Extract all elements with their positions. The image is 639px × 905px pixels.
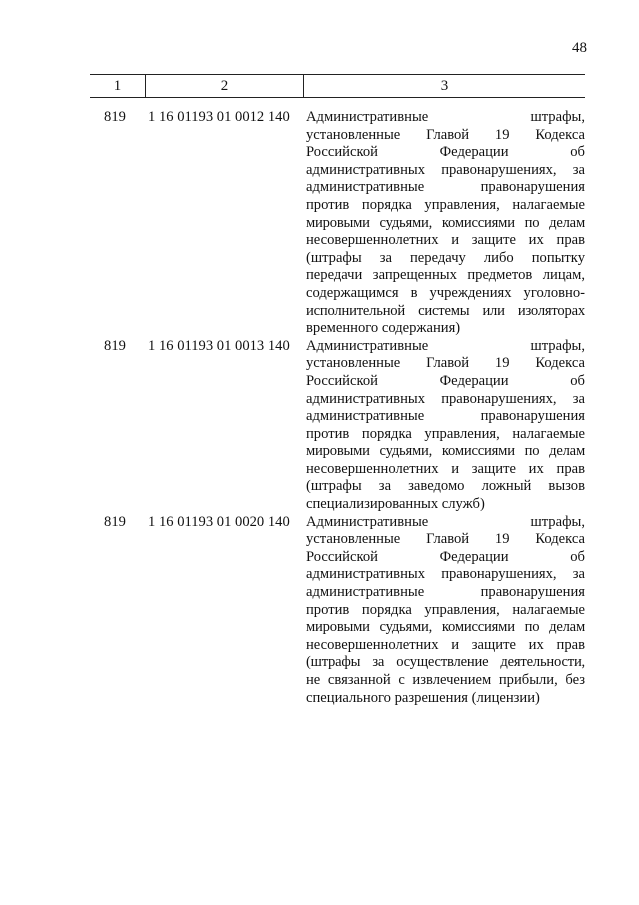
description-line: установленные Главой 19 Кодекса <box>306 531 585 548</box>
description-cell <box>304 109 585 338</box>
budget-code-table <box>90 74 585 707</box>
description-line: временного содержания) <box>306 320 461 337</box>
page-number: 48 <box>572 40 587 56</box>
description-line: Административные штрафы, <box>306 337 585 354</box>
description-line: Административные штрафы, <box>306 513 585 530</box>
header-col-1: 1 <box>90 75 146 97</box>
description-line: не связанной с извлечением прибыли, без <box>306 672 585 688</box>
table-body <box>90 109 585 707</box>
budget-code-cell: 1 16 01193 01 0012 140 <box>148 109 290 125</box>
description-line: Российской Федерации об <box>306 144 585 161</box>
admin-code-cell: 819 <box>104 337 126 354</box>
table-row <box>90 514 585 708</box>
description-line: Российской Федерации об <box>306 548 585 565</box>
header-col-2: 2 <box>146 75 304 97</box>
description-line: административных правонарушениях, за <box>306 390 585 407</box>
description-line: административные правонарушения <box>306 584 585 601</box>
description-line: против порядка управления, налагаемые <box>306 196 585 213</box>
description-line: несовершеннолетних и защите их прав <box>306 636 585 653</box>
table-row <box>90 109 585 338</box>
table-row <box>90 338 585 514</box>
description-line: против порядка управления, налагаемые <box>306 601 585 618</box>
description-line: специализированных служб) <box>306 496 485 513</box>
description-line: установленные Главой 19 Кодекса <box>306 355 585 372</box>
description-line: несовершеннолетних и защите их прав <box>306 232 585 249</box>
description-cell <box>304 514 585 708</box>
admin-code-cell: 819 <box>104 513 126 530</box>
description-line: административных правонарушениях, за <box>306 161 585 178</box>
description-line: мировыми судьями, комиссиями по делам <box>306 443 585 460</box>
description-line: Российской Федерации об <box>306 372 585 389</box>
description-line: передачи запрещенных предметов лицам, <box>306 267 585 284</box>
admin-code-cell: 819 <box>104 109 126 125</box>
description-line: против порядка управления, налагаемые <box>306 425 585 442</box>
budget-code-cell: 1 16 01193 01 0020 140 <box>148 513 290 530</box>
description-line: (штрафы за заведомо ложный вызов <box>306 478 585 495</box>
description-line: несовершеннолетних и защите их прав <box>306 460 585 477</box>
description-line: (штрафы за передачу либо попытку <box>306 249 585 266</box>
description-line: административные правонарушения <box>306 408 585 425</box>
budget-code-cell: 1 16 01193 01 0013 140 <box>148 337 290 354</box>
description-line: мировыми судьями, комиссиями по делам <box>306 619 585 636</box>
description-line: содержащимся в учреждениях уголовно- <box>306 284 585 301</box>
table-header-row <box>90 74 585 98</box>
description-line: административных правонарушениях, за <box>306 566 585 583</box>
description-line: специального разрешения (лицензии) <box>306 689 540 706</box>
description-line: исполнительной системы или изоляторах <box>306 302 585 319</box>
description-line: (штрафы за осуществление деятельности, <box>306 654 585 671</box>
description-line: Административные штрафы, <box>306 109 585 125</box>
description-line: мировыми судьями, комиссиями по делам <box>306 214 585 231</box>
header-col-3: 3 <box>440 78 449 94</box>
description-line: административные правонарушения <box>306 179 585 196</box>
description-line: установленные Главой 19 Кодекса <box>306 126 585 143</box>
description-cell <box>304 338 585 514</box>
